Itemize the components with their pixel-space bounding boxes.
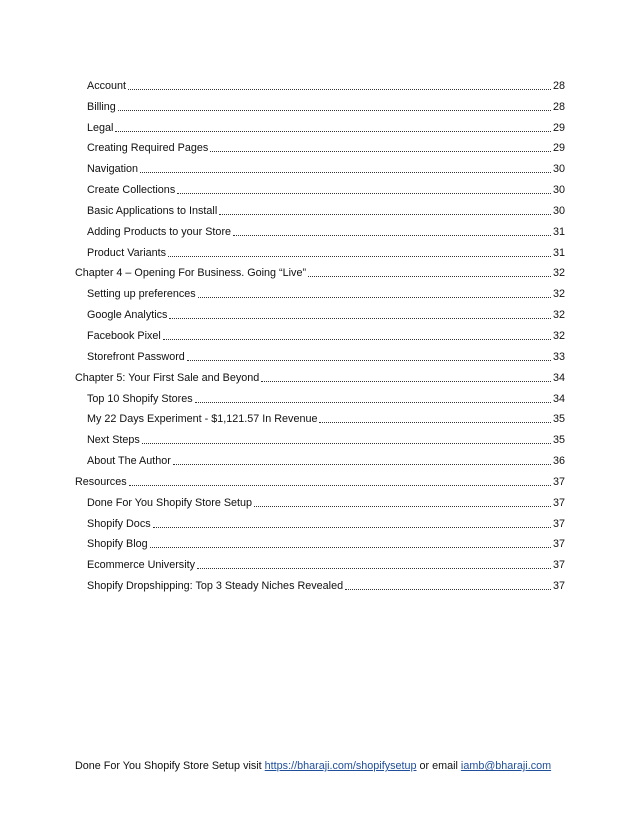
toc-entry[interactable] — [75, 531, 565, 552]
toc-entry-title: Ecommerce University — [87, 559, 195, 572]
toc-entry[interactable] — [75, 447, 565, 468]
toc-entry-title: Next Steps — [87, 434, 140, 447]
dot-leader — [128, 89, 551, 90]
footer-text-middle: or email — [416, 760, 461, 772]
footer-text: Done For You Shopify Store Setup visit — [75, 760, 265, 772]
toc-entry-page-number: 32 — [552, 267, 565, 280]
toc-entry[interactable] — [75, 72, 565, 93]
toc-entry-page-number: 30 — [552, 163, 565, 176]
toc-entry-page-number: 28 — [552, 79, 565, 92]
dot-leader — [140, 172, 551, 173]
toc-entry-page-number: 37 — [552, 517, 565, 530]
toc-entry[interactable] — [75, 114, 565, 135]
dot-leader — [150, 547, 551, 548]
toc-entry[interactable] — [75, 510, 565, 531]
toc-entry-page-number: 32 — [552, 309, 565, 322]
toc-entry-title: Create Collections — [87, 184, 176, 197]
dot-leader — [308, 276, 551, 277]
toc-entry-page-number: 29 — [552, 142, 565, 155]
toc-entry[interactable] — [75, 260, 565, 281]
dot-leader — [177, 193, 551, 194]
toc-entry-title: Account — [87, 79, 127, 92]
toc-entry-title: Facebook Pixel — [87, 329, 161, 342]
toc-entry[interactable] — [75, 406, 565, 427]
toc-entry-title: Product Variants — [87, 246, 167, 259]
toc-entry[interactable] — [75, 301, 565, 322]
toc-entry-title: Resources — [75, 475, 127, 488]
dot-leader — [233, 235, 551, 236]
dot-leader — [142, 443, 551, 444]
dot-leader — [261, 381, 551, 382]
toc-entry-title: Basic Applications to Install — [87, 204, 218, 217]
dot-leader — [163, 339, 551, 340]
toc-entry-page-number: 35 — [552, 413, 565, 426]
toc-entry-page-number: 37 — [552, 496, 565, 509]
toc-entry-title: Shopify Blog — [87, 538, 148, 551]
toc-entry[interactable] — [75, 135, 565, 156]
toc-entry-title: Navigation — [87, 163, 139, 176]
toc-entry[interactable] — [75, 468, 565, 489]
toc-entry-page-number: 34 — [552, 371, 565, 384]
toc-entry[interactable] — [75, 176, 565, 197]
toc-entry-page-number: 34 — [552, 392, 565, 405]
toc-entry-page-number: 32 — [552, 288, 565, 301]
toc-entry-page-number: 37 — [552, 580, 565, 593]
toc-entry-title: About The Author — [87, 455, 171, 468]
toc-entry-title: Storefront Password — [87, 350, 185, 363]
dot-leader — [129, 485, 551, 486]
toc-entry-title: Done For You Shopify Store Setup — [87, 496, 253, 509]
toc-entry[interactable] — [75, 489, 565, 510]
toc-entry[interactable] — [75, 239, 565, 260]
dot-leader — [115, 131, 551, 132]
toc-entry-page-number: 28 — [552, 100, 565, 113]
toc-entry[interactable] — [75, 280, 565, 301]
dot-leader — [254, 506, 551, 507]
toc-entry[interactable] — [75, 155, 565, 176]
toc-entry[interactable] — [75, 572, 565, 593]
setup-link[interactable]: https://bharaji.com/shopifysetup — [264, 760, 417, 772]
dot-leader — [187, 360, 551, 361]
toc-entry-title: Top 10 Shopify Stores — [87, 392, 193, 405]
toc-entry-title: Shopify Dropshipping: Top 3 Steady Niches Revealed — [87, 580, 344, 593]
toc-entry[interactable] — [75, 93, 565, 114]
dot-leader — [319, 422, 551, 423]
toc-entry-page-number: 36 — [552, 455, 565, 468]
toc-entry-title: Adding Products to your Store — [87, 225, 232, 238]
toc-entry[interactable] — [75, 364, 565, 385]
dot-leader — [153, 527, 551, 528]
toc-entry-title: My 22 Days Experiment - $1,121.57 In Revenue — [87, 413, 318, 426]
email-link[interactable]: iamb@bharaji.com — [460, 760, 552, 772]
toc-entry-page-number: 31 — [552, 246, 565, 259]
dot-leader — [219, 214, 551, 215]
toc-entry-page-number: 37 — [552, 559, 565, 572]
toc-entry[interactable] — [75, 322, 565, 343]
toc-entry-title: Shopify Docs — [87, 517, 151, 530]
toc-entry-title: Setting up preferences — [87, 288, 196, 301]
toc-entry-page-number: 37 — [552, 538, 565, 551]
toc-entry-page-number: 30 — [552, 184, 565, 197]
toc-entry-title: Creating Required Pages — [87, 142, 209, 155]
toc-entry-title: Google Analytics — [87, 309, 168, 322]
toc-entry-page-number: 37 — [552, 475, 565, 488]
toc-entry[interactable] — [75, 426, 565, 447]
toc-entry-page-number: 32 — [552, 329, 565, 342]
toc-entry-title: Chapter 5: Your First Sale and Beyond — [75, 371, 260, 384]
toc-entry-page-number: 31 — [552, 225, 565, 238]
dot-leader — [195, 402, 551, 403]
toc-entry-title: Chapter 4 – Opening For Business. Going “Live” — [75, 267, 307, 280]
dot-leader — [173, 464, 551, 465]
toc-entry-title: Legal — [87, 121, 114, 134]
page-footer — [75, 760, 551, 772]
toc-entry-page-number: 29 — [552, 121, 565, 134]
toc-entry-page-number: 35 — [552, 434, 565, 447]
toc-entry[interactable] — [75, 385, 565, 406]
toc-entry-page-number: 30 — [552, 204, 565, 217]
dot-leader — [345, 589, 551, 590]
toc-entry[interactable] — [75, 197, 565, 218]
dot-leader — [168, 256, 551, 257]
dot-leader — [210, 151, 551, 152]
toc-entry-page-number: 33 — [552, 350, 565, 363]
toc-entry[interactable] — [75, 343, 565, 364]
table-of-contents — [75, 72, 565, 593]
toc-entry-title: Billing — [87, 100, 116, 113]
toc-entry[interactable] — [75, 551, 565, 572]
toc-entry[interactable] — [75, 218, 565, 239]
dot-leader — [169, 318, 551, 319]
dot-leader — [198, 297, 551, 298]
dot-leader — [118, 110, 551, 111]
dot-leader — [197, 568, 551, 569]
